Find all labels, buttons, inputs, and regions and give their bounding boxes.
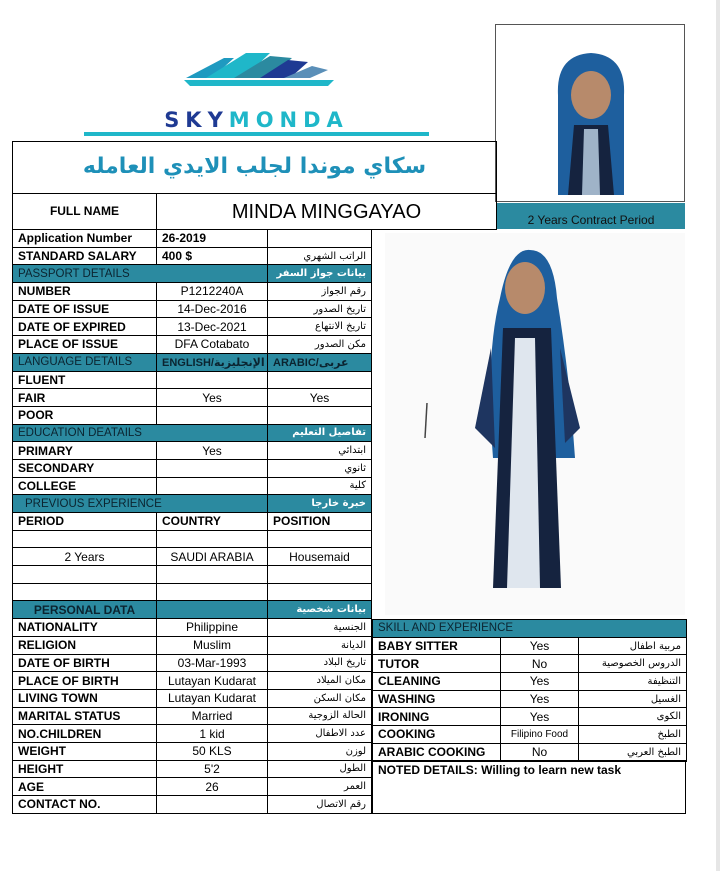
section-personal	[13, 601, 372, 619]
row-date-of-expiry	[13, 318, 372, 336]
skill-value: Yes	[501, 708, 579, 726]
skill-arabic: الغسيل	[579, 690, 687, 708]
secondary-arabic: ثانوي	[268, 459, 372, 477]
education-section-label: EDUCATION DEATAILS	[13, 424, 268, 442]
language-arabic-header: ARABIC/عربى	[268, 353, 372, 371]
passport-number-arabic: رقم الجواز	[268, 283, 372, 301]
row-marital-status	[13, 707, 372, 725]
college-value	[157, 477, 268, 495]
college-label: COLLEGE	[13, 477, 157, 495]
fair-arabic: Yes	[268, 389, 372, 407]
issue-date-value: 14-Dec-2016	[157, 300, 268, 318]
application-number-label: Application Number	[13, 230, 157, 248]
height-arabic: الطول	[268, 760, 372, 778]
skill-label: ARABIC COOKING	[373, 743, 501, 761]
religion-arabic: الديانة	[268, 636, 372, 654]
row-poor	[13, 406, 372, 424]
pob-value: Lutayan Kudarat	[157, 672, 268, 690]
marital-value: Married	[157, 707, 268, 725]
contract-period: 2 Years Contract Period	[497, 203, 685, 229]
skill-row	[373, 708, 687, 726]
skill-arabic: مربية اطفال	[579, 637, 687, 655]
dob-arabic: تاريخ البلاد	[268, 654, 372, 672]
row-height	[13, 760, 372, 778]
place-of-issue-value: DFA Cotabato	[157, 336, 268, 354]
passport-section-arabic: بيانات جواز السفر	[268, 265, 372, 283]
primary-value: Yes	[157, 442, 268, 460]
brand-wordmark	[84, 108, 429, 132]
full-body-photo-frame	[375, 228, 686, 618]
experience-country: SAUDI ARABIA	[157, 548, 268, 566]
portrait-photo-frame	[495, 24, 685, 202]
marital-arabic: الحالة الزوجية	[268, 707, 372, 725]
nationality-value: Philippine	[157, 619, 268, 637]
row-age	[13, 778, 372, 796]
marital-label: MARITAL STATUS	[13, 707, 157, 725]
row-college	[13, 477, 372, 495]
row-passport-number	[13, 283, 372, 301]
contact-value	[157, 796, 268, 814]
weight-arabic: لوزن	[268, 742, 372, 760]
children-value: 1 kid	[157, 725, 268, 743]
skill-value: Yes	[501, 690, 579, 708]
issue-date-arabic: تاريخ الصدور	[268, 300, 372, 318]
children-label: NO.CHILDREN	[13, 725, 157, 743]
fluent-arabic	[268, 371, 372, 389]
section-education	[13, 424, 372, 442]
poor-arabic	[268, 406, 372, 424]
skill-label: IRONING	[373, 708, 501, 726]
fair-english: Yes	[157, 389, 268, 407]
nationality-label: NATIONALITY	[13, 619, 157, 637]
place-of-issue-label: PLACE OF ISSUE	[13, 336, 157, 354]
skill-label: WASHING	[373, 690, 501, 708]
language-english-header: ENGLISH/الإنجليزية	[157, 353, 268, 371]
row-date-of-issue	[13, 300, 372, 318]
age-value: 26	[157, 778, 268, 796]
salary-value: 400 $	[157, 247, 268, 265]
skill-value: Filipino Food	[501, 726, 579, 744]
row-children	[13, 725, 372, 743]
religion-value: Muslim	[157, 636, 268, 654]
skill-value: Yes	[501, 637, 579, 655]
expiry-date-value: 13-Dec-2021	[157, 318, 268, 336]
brand-name-2: MONDA	[228, 108, 349, 132]
skill-row	[373, 637, 687, 655]
skills-header: SKILL AND EXPERIENCE	[373, 620, 687, 638]
passport-number-value: P1212240A	[157, 283, 268, 301]
living-town-value: Lutayan Kudarat	[157, 689, 268, 707]
row-experience-empty-2	[13, 566, 372, 584]
row-fair	[13, 389, 372, 407]
education-section-arabic: تفاصيل التعليم	[268, 424, 372, 442]
weight-label: WEIGHT	[13, 742, 157, 760]
poor-english	[157, 406, 268, 424]
contact-arabic: رقم الاتصال	[268, 796, 372, 814]
row-contact	[13, 796, 372, 814]
page-edge	[716, 0, 720, 871]
secondary-label: SECONDARY	[13, 459, 157, 477]
row-fluent	[13, 371, 372, 389]
noted-details: NOTED DETAILS: Willing to learn new task	[372, 760, 686, 814]
age-arabic: العمر	[268, 778, 372, 796]
section-language	[13, 353, 372, 371]
application-number-value: 26-2019	[157, 230, 268, 248]
weight-value: 50 KLS	[157, 742, 268, 760]
row-place-of-issue	[13, 336, 372, 354]
pob-arabic: مكان الميلاد	[268, 672, 372, 690]
skill-label: CLEANING	[373, 673, 501, 691]
skill-label: COOKING	[373, 726, 501, 744]
row-primary	[13, 442, 372, 460]
section-passport	[13, 265, 372, 283]
portrait-photo	[496, 25, 684, 201]
fair-label: FAIR	[13, 389, 157, 407]
experience-period: 2 Years	[13, 548, 157, 566]
living-town-label: LIVING TOWN	[13, 689, 157, 707]
row-secondary	[13, 459, 372, 477]
row-application-number	[13, 230, 372, 248]
secondary-value	[157, 459, 268, 477]
dob-value: 03-Mar-1993	[157, 654, 268, 672]
dob-label: DATE OF BIRTH	[13, 654, 157, 672]
skill-label: BABY SITTER	[373, 637, 501, 655]
row-experience-empty-3	[13, 583, 372, 601]
experience-position: Housemaid	[268, 548, 372, 566]
issue-date-label: DATE OF ISSUE	[13, 300, 157, 318]
row-place-of-birth	[13, 672, 372, 690]
children-arabic: عدد الاطفال	[268, 725, 372, 743]
row-experience-empty-1	[13, 530, 372, 548]
arabic-title: سكاي موندا لجلب الايدي العامله	[12, 141, 497, 194]
experience-section-label: PREVIOUS EXPERIENCE	[13, 495, 268, 513]
row-weight	[13, 742, 372, 760]
skill-value: Yes	[501, 673, 579, 691]
full-name-label: FULL NAME	[12, 193, 157, 230]
fluent-label: FLUENT	[13, 371, 157, 389]
experience-section-arabic: خبرة خارجا	[268, 495, 372, 513]
skill-row	[373, 690, 687, 708]
height-value: 5'2	[157, 760, 268, 778]
skill-row	[373, 655, 687, 673]
details-table	[12, 229, 372, 814]
row-experience-1	[13, 548, 372, 566]
full-name-value: MINDA MINGGAYAO	[156, 193, 497, 230]
primary-label: PRIMARY	[13, 442, 157, 460]
skill-arabic: التنظيفة	[579, 673, 687, 691]
living-town-arabic: مكان السكن	[268, 689, 372, 707]
age-label: AGE	[13, 778, 157, 796]
skill-label: TUTOR	[373, 655, 501, 673]
skills-header-row	[373, 620, 687, 638]
nationality-arabic: الجنسية	[268, 619, 372, 637]
skill-arabic: الطبخ	[579, 726, 687, 744]
position-header: POSITION	[268, 513, 372, 531]
expiry-date-arabic: تاريخ الانتهاع	[268, 318, 372, 336]
passport-section-label: PASSPORT DETAILS	[13, 265, 268, 283]
salary-arabic: الراتب الشهري	[268, 247, 372, 265]
row-religion	[13, 636, 372, 654]
row-salary	[13, 247, 372, 265]
row-living-town	[13, 689, 372, 707]
row-nationality	[13, 619, 372, 637]
salary-label: STANDARD SALARY	[13, 247, 157, 265]
skill-row	[373, 743, 687, 761]
skill-arabic: الدروس الخصوصية	[579, 655, 687, 673]
logo-underline	[84, 132, 429, 136]
place-of-issue-arabic: مكن الصدور	[268, 336, 372, 354]
skill-arabic: الطبخ العربي	[579, 743, 687, 761]
contact-label: CONTACT NO.	[13, 796, 157, 814]
section-experience	[13, 495, 372, 513]
personal-section-blank	[157, 601, 268, 619]
pob-label: PLACE OF BIRTH	[13, 672, 157, 690]
skill-value: No	[501, 655, 579, 673]
religion-label: RELIGION	[13, 636, 157, 654]
skill-value: No	[501, 743, 579, 761]
brand-name-1: SKY	[164, 108, 229, 132]
expiry-date-label: DATE OF EXPIRED	[13, 318, 157, 336]
row-date-of-birth	[13, 654, 372, 672]
college-arabic: كلية	[268, 477, 372, 495]
primary-arabic: ابتدائي	[268, 442, 372, 460]
skill-arabic: الكوى	[579, 708, 687, 726]
full-body-photo	[375, 228, 686, 618]
personal-section-label: PERSONAL DATA	[13, 601, 157, 619]
row-experience-header	[13, 513, 372, 531]
fluent-english	[157, 371, 268, 389]
period-header: PERIOD	[13, 513, 157, 531]
application-number-arabic	[268, 230, 372, 248]
skill-row	[373, 726, 687, 744]
poor-label: POOR	[13, 406, 157, 424]
country-header: COUNTRY	[157, 513, 268, 531]
height-label: HEIGHT	[13, 760, 157, 778]
language-section-label: LANGUAGE DETAILS	[13, 353, 157, 371]
personal-section-arabic: بيانات شخصية	[268, 601, 372, 619]
skill-row	[373, 673, 687, 691]
skills-table	[372, 619, 687, 762]
passport-number-label: NUMBER	[13, 283, 157, 301]
